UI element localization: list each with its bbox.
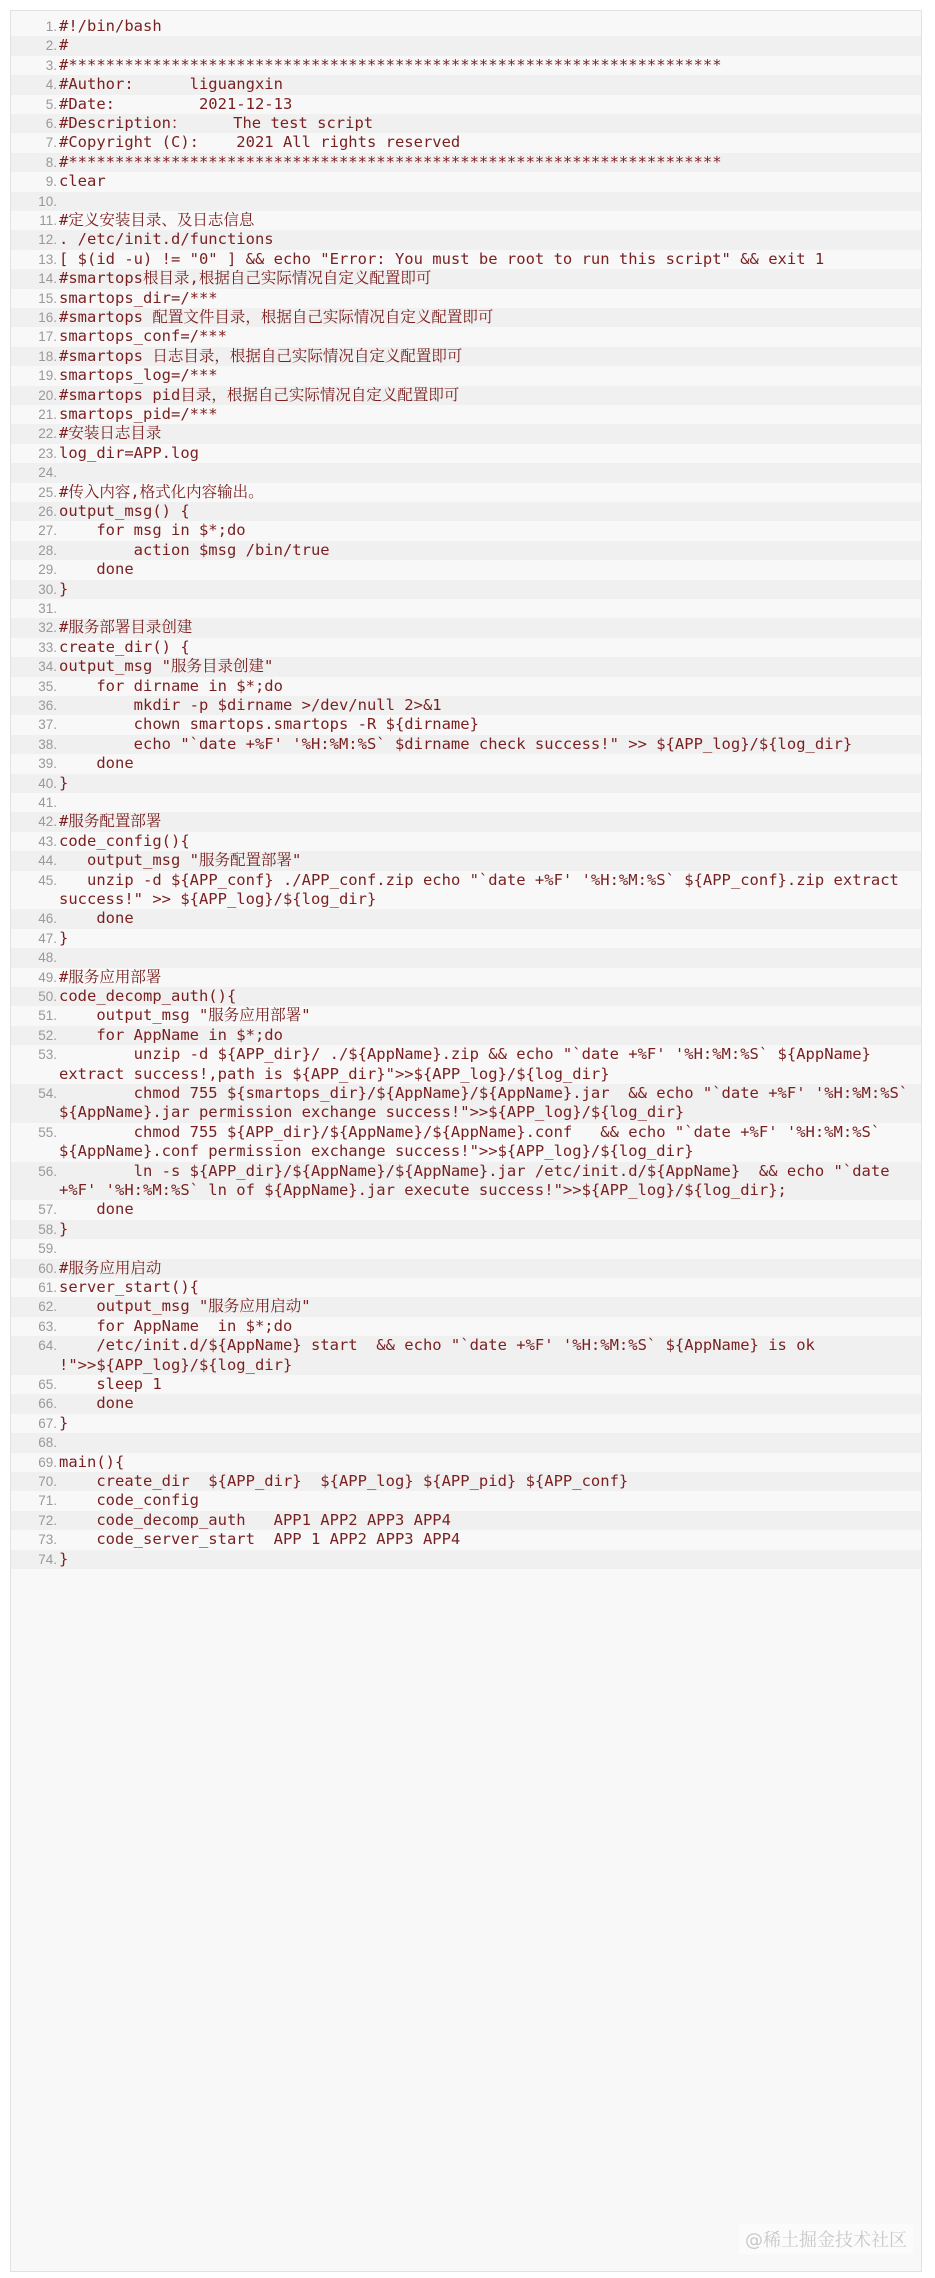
line-number: 17.	[38, 329, 57, 345]
code-text: [ $(id -u) != "0" ] && echo "Error: You must be root to run this script" && exit 1	[59, 249, 825, 268]
line-number: 7.	[45, 135, 57, 151]
code-line	[11, 1084, 921, 1123]
code-line	[11, 502, 921, 521]
code-text: #!/bin/bash	[59, 17, 162, 35]
watermark: @稀土掘金技术社区	[739, 2224, 913, 2254]
line-number: 72.	[38, 1512, 57, 1528]
line-number: 70.	[38, 1474, 57, 1489]
line-number: 12.	[38, 232, 57, 248]
line-number: 16.	[38, 310, 57, 325]
line-number: 55.	[38, 1124, 57, 1140]
line-number: 30.	[38, 581, 57, 597]
line-number: 65.	[38, 1377, 57, 1392]
code-text: sleep 1	[59, 1375, 162, 1393]
line-number: 67.	[38, 1415, 57, 1431]
code-text: chown smartops.smartops -R ${dirname}	[59, 715, 479, 734]
code-line	[11, 347, 921, 366]
code-text: ln -s ${APP_dir}/${AppName}/${AppName}.jar /etc/init.d/${AppName} && echo "`date +%F' '%H:%M:%S` ln of ${AppName}.jar execute success!">>${APP_log}/${log_dir};	[59, 1161, 899, 1199]
code-line	[11, 1297, 921, 1316]
code-line	[11, 230, 921, 249]
line-number: 35.	[38, 678, 57, 694]
line-number: 15.	[38, 290, 57, 306]
code-line	[11, 1472, 921, 1491]
line-number: 46.	[38, 911, 57, 927]
code-text: for AppName in $*;do	[59, 1316, 293, 1335]
code-text: #**********************************************************************	[59, 55, 722, 74]
code-text: }	[59, 928, 69, 947]
code-line	[11, 1317, 921, 1336]
code-line	[11, 851, 921, 870]
code-line	[11, 618, 921, 637]
line-number: 64.	[38, 1338, 57, 1354]
code-line	[11, 1336, 921, 1375]
line-number: 53.	[38, 1047, 57, 1063]
line-number: 69.	[38, 1454, 57, 1470]
code-line	[11, 812, 921, 831]
line-number: 73.	[38, 1532, 57, 1548]
line-number: 52.	[38, 1027, 57, 1043]
code-line	[11, 1414, 921, 1433]
code-line	[11, 366, 921, 385]
line-number: 10.	[38, 193, 57, 209]
code-text: action $msg /bin/true	[59, 540, 330, 559]
code-line	[11, 580, 921, 599]
code-text: #服务部署目录创建	[59, 618, 193, 637]
code-text: }	[59, 1413, 69, 1432]
code-line	[11, 1259, 921, 1278]
code-text: output_msg "服务应用启动"	[59, 1297, 311, 1316]
line-number: 40.	[38, 775, 57, 791]
code-text: #	[59, 36, 69, 55]
code-line	[11, 289, 921, 308]
code-line	[11, 1550, 921, 1569]
code-text: output_msg "服务应用部署"	[59, 1006, 311, 1025]
line-number: 58.	[38, 1221, 57, 1237]
line-number: 29.	[38, 562, 57, 578]
code-text: clear	[59, 172, 106, 191]
code-line	[11, 17, 921, 36]
code-text: done	[59, 1394, 134, 1413]
code-line	[11, 909, 921, 928]
code-line	[11, 1394, 921, 1413]
code-text: smartops_conf=/***	[59, 327, 227, 346]
code-line	[11, 696, 921, 715]
code-text: code_decomp_auth APP1 APP2 APP3 APP4	[59, 1510, 451, 1529]
code-text: create_dir ${APP_dir} ${APP_log} ${APP_pid} ${APP_conf}	[59, 1472, 629, 1490]
code-text: main(){	[59, 1452, 125, 1471]
code-text: code_server_start APP 1 APP2 APP3 APP4	[59, 1530, 461, 1549]
code-line	[11, 1491, 921, 1510]
code-text: #smartops 日志目录，根据自己实际情况自定义配置即可	[59, 346, 463, 365]
code-line	[11, 269, 921, 288]
code-line	[11, 463, 921, 482]
code-line	[11, 250, 921, 269]
code-text: . /etc/init.d/functions	[59, 230, 274, 249]
code-text: #服务应用部署	[59, 967, 162, 986]
code-line	[11, 1239, 921, 1258]
code-text: }	[59, 579, 69, 598]
code-text: #服务应用启动	[59, 1258, 162, 1277]
line-number: 57.	[38, 1202, 57, 1218]
code-text: chmod 755 ${smartops_dir}/${AppName}/${AppName}.jar && echo "`date +%F' '%H:%M:%S` ${AppName}.jar permission exchange success!">>${APP_log}/${log_dir}	[59, 1084, 918, 1122]
code-text: echo "`date +%F' '%H:%M:%S` $dirname check success!" >> ${APP_log}/${log_dir}	[59, 734, 853, 753]
code-line	[11, 774, 921, 793]
line-number: 51.	[38, 1008, 57, 1024]
line-number: 45.	[38, 872, 57, 888]
code-text: #**********************************************************************	[59, 152, 722, 171]
code-line	[11, 657, 921, 676]
line-number: 4.	[45, 77, 57, 93]
line-number: 42.	[38, 814, 57, 830]
code-text: log_dir=APP.log	[59, 443, 199, 462]
code-text: for AppName in $*;do	[59, 1025, 283, 1044]
line-number: 27.	[38, 523, 57, 539]
code-line	[11, 968, 921, 987]
code-line	[11, 386, 921, 405]
code-line	[11, 424, 921, 443]
code-line	[11, 677, 921, 696]
code-text: #Author: liguangxin	[59, 75, 283, 94]
code-line	[11, 1220, 921, 1239]
line-number: 43.	[38, 833, 57, 849]
line-number: 61.	[38, 1280, 57, 1295]
code-line	[11, 1278, 921, 1297]
code-text: mkdir -p $dirname >/dev/null 2>&1	[59, 696, 442, 714]
code-line	[11, 211, 921, 230]
code-text: }	[59, 773, 69, 792]
code-text: done	[59, 560, 134, 579]
code-line	[11, 754, 921, 773]
line-number: 23.	[38, 445, 57, 461]
line-number: 24.	[38, 465, 57, 481]
line-number: 39.	[38, 756, 57, 772]
code-line	[11, 1511, 921, 1530]
line-number: 9.	[45, 174, 57, 190]
code-text: /etc/init.d/${AppName} start && echo "`date +%F' '%H:%M:%S` ${AppName} is ok !">>${APP_log}/${log_dir}	[59, 1336, 825, 1374]
line-number: 25.	[38, 484, 57, 500]
code-text: }	[59, 1219, 69, 1238]
line-number: 13.	[38, 251, 57, 267]
line-number: 38.	[38, 736, 57, 752]
code-line	[11, 1162, 921, 1201]
line-number: 5.	[45, 96, 57, 112]
code-line	[11, 36, 921, 55]
code-line	[11, 1123, 921, 1162]
code-text: chmod 755 ${APP_dir}/${AppName}/${AppName}.conf && echo "`date +%F' '%H:%M:%S` ${AppName}.conf permission exchange success!">>${APP_log}/${log_dir}	[59, 1122, 890, 1161]
line-number: 34.	[38, 659, 57, 675]
code-line	[11, 1453, 921, 1472]
code-line	[11, 541, 921, 560]
line-number: 33.	[38, 639, 57, 655]
line-number: 19.	[38, 368, 57, 384]
line-number: 1.	[45, 19, 57, 34]
line-number: 21.	[38, 407, 57, 422]
code-line	[11, 1530, 921, 1549]
line-number: 28.	[38, 542, 57, 558]
code-line	[11, 114, 921, 133]
code-line	[11, 327, 921, 346]
code-line	[11, 1006, 921, 1025]
code-text: output_msg "服务配置部署"	[59, 851, 302, 870]
code-text: smartops_pid=/***	[59, 405, 218, 423]
line-number: 50.	[38, 989, 57, 1004]
code-line	[11, 483, 921, 502]
line-number: 8.	[45, 154, 57, 170]
line-number: 56.	[38, 1163, 57, 1179]
code-line	[11, 1200, 921, 1219]
line-number: 11.	[39, 213, 57, 228]
code-text: create_dir() {	[59, 637, 190, 656]
code-text: #smartops pid目录，根据自己实际情况自定义配置即可	[59, 385, 460, 404]
code-line	[11, 735, 921, 754]
code-line	[11, 95, 921, 114]
code-line	[11, 715, 921, 734]
code-line	[11, 560, 921, 579]
code-text: #服务配置部署	[59, 812, 162, 831]
code-line	[11, 75, 921, 94]
line-number: 41.	[38, 795, 57, 810]
code-line	[11, 1045, 921, 1084]
line-number: 3.	[45, 57, 57, 73]
code-text: unzip -d ${APP_dir}/ ./${AppName}.zip && echo "`date +%F' '%H:%M:%S` ${AppName} extract success!,path is ${APP_dir}">>${APP_log}/${log_dir}	[59, 1045, 881, 1083]
line-number: 31.	[38, 601, 57, 616]
code-text: output_msg "服务目录创建"	[59, 657, 274, 676]
code-line	[11, 521, 921, 540]
line-number: 48.	[38, 950, 57, 966]
code-text: smartops_dir=/***	[59, 288, 218, 307]
line-number: 2.	[45, 38, 57, 54]
code-text: code_decomp_auth(){	[59, 987, 237, 1005]
line-number: 32.	[38, 620, 57, 636]
code-line	[11, 871, 921, 910]
code-line	[11, 172, 921, 191]
code-text: #传入内容,格式化内容输出。	[59, 482, 264, 501]
code-text: output_msg() {	[59, 502, 190, 520]
code-text: #Description： The test script	[59, 114, 374, 132]
line-number: 20.	[38, 387, 57, 403]
code-text: #Date: 2021-12-13	[59, 94, 293, 113]
code-line	[11, 308, 921, 327]
line-number: 54.	[38, 1086, 57, 1101]
code-text: code_config	[59, 1491, 199, 1510]
code-line	[11, 1433, 921, 1452]
code-line	[11, 638, 921, 657]
line-number: 14.	[38, 271, 57, 287]
code-line	[11, 1375, 921, 1394]
line-number: 6.	[45, 116, 57, 131]
line-number: 63.	[38, 1318, 57, 1334]
line-number: 37.	[38, 717, 57, 733]
line-number: 68.	[38, 1435, 57, 1451]
code-text: for dirname in $*;do	[59, 676, 283, 695]
code-text: server_start(){	[59, 1278, 199, 1296]
code-line	[11, 793, 921, 812]
line-number: 47.	[38, 930, 57, 946]
code-text: #定义安装目录、及日志信息	[59, 211, 255, 229]
code-block	[10, 10, 922, 2272]
line-number: 49.	[38, 969, 57, 985]
code-text: #Copyright (C): 2021 All rights reserved	[59, 133, 461, 152]
code-line	[11, 832, 921, 851]
code-line	[11, 948, 921, 967]
code-text: code_config(){	[59, 831, 190, 850]
code-text: unzip -d ${APP_conf} ./APP_conf.zip echo "`date +%F' '%H:%M:%S` ${APP_conf}.zip extract success!" >> ${APP_log}/${log_dir}	[59, 870, 909, 908]
code-line	[11, 153, 921, 172]
line-number: 66.	[38, 1396, 57, 1412]
line-number: 60.	[38, 1260, 57, 1276]
line-number: 22.	[38, 426, 57, 442]
code-text: #smartops根目录,根据自己实际情况自定义配置即可	[59, 269, 432, 288]
code-line	[11, 1026, 921, 1045]
code-text: smartops_log=/***	[59, 366, 218, 385]
code-line	[11, 444, 921, 463]
code-line	[11, 929, 921, 948]
code-text: #smartops 配置文件目录，根据自己实际情况自定义配置即可	[59, 308, 494, 326]
code-text: #安装日志目录	[59, 424, 162, 443]
code-line	[11, 192, 921, 211]
line-number: 26.	[38, 504, 57, 519]
code-text: done	[59, 1200, 134, 1219]
line-number: 59.	[38, 1241, 57, 1257]
code-line	[11, 56, 921, 75]
line-number: 18.	[38, 348, 57, 364]
code-line	[11, 133, 921, 152]
code-text: }	[59, 1549, 69, 1568]
code-text: done	[59, 909, 134, 928]
code-text: done	[59, 754, 134, 773]
line-number: 74.	[38, 1551, 57, 1567]
line-number: 44.	[38, 853, 57, 869]
code-line	[11, 987, 921, 1006]
code-text: for msg in $*;do	[59, 521, 246, 540]
code-line	[11, 405, 921, 424]
line-number: 62.	[38, 1299, 57, 1315]
code-line	[11, 599, 921, 618]
line-number: 36.	[38, 698, 57, 713]
line-number: 71.	[38, 1493, 57, 1509]
